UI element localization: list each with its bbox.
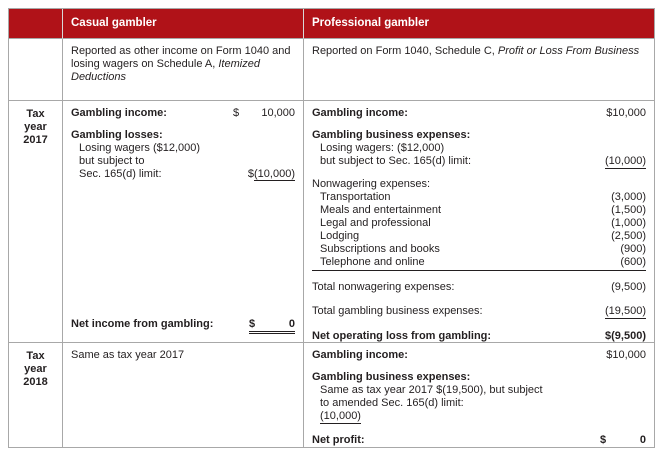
pro-income-label: Gambling income:	[312, 107, 408, 119]
item-amount: (2,500)	[611, 230, 646, 242]
pro-2018-expenses-label: Gambling business expenses:	[312, 371, 471, 383]
casual-net-income-row	[71, 318, 295, 334]
pro-income-row	[312, 107, 646, 120]
amount: 0	[639, 434, 646, 446]
gambler-comparison-table	[8, 8, 655, 448]
casual-losses-line2: but subject to	[79, 155, 145, 167]
net-profit-label: Net profit:	[312, 434, 365, 446]
nonwagering-item-row	[312, 204, 646, 217]
item-label: Subscriptions and books	[320, 243, 440, 255]
total-expenses-label: Total gambling business expenses:	[312, 305, 483, 317]
casual-income-amount	[233, 107, 295, 120]
item-amount: (3,000)	[611, 191, 646, 203]
pro-net-loss-amount: $(9,500)	[605, 330, 646, 343]
total-expenses-amount: (19,500)	[605, 305, 646, 317]
nonwagering-item-row	[312, 217, 646, 230]
casual-losses-label: Gambling losses:	[71, 129, 163, 141]
casual-2018-text: Same as tax year 2017	[71, 349, 185, 361]
professional-2017-cell	[304, 101, 654, 343]
amount: 0	[288, 318, 295, 330]
total-nonwagering-amount: (9,500)	[611, 281, 646, 293]
pro-expenses-label: Gambling business expenses:	[312, 129, 471, 141]
casual-description-cell	[63, 39, 304, 101]
casual-net-income-label: Net income from gambling:	[71, 318, 214, 330]
amount: (10,000)	[254, 168, 295, 180]
item-amount: (600)	[620, 256, 646, 268]
nonwagering-item-row	[312, 230, 646, 243]
pro-expenses-limit-row	[312, 155, 646, 169]
header-professional-gambler	[304, 9, 654, 39]
casual-losses-amount	[248, 168, 295, 181]
nonwagering-label: Nonwagering expenses:	[312, 178, 431, 190]
casual-income-label: Gambling income:	[71, 107, 167, 119]
casual-losses-limit-row	[71, 168, 295, 181]
dollar-sign: $	[600, 434, 607, 446]
casual-gambler-heading: Casual gambler	[71, 17, 157, 29]
professional-description-text: Reported on Form 1040, Schedule C,	[312, 45, 498, 57]
tax-year-2017-line2: 2017	[23, 134, 48, 146]
casual-income-row	[71, 107, 295, 120]
pro-2018-expenses-line1: Same as tax year 2017 $(19,500), but subject	[320, 384, 543, 396]
pro-2018-income-row	[312, 349, 646, 362]
casual-2017-cell	[63, 101, 304, 343]
total-nonwagering-row	[312, 281, 646, 294]
total-expenses-row	[312, 305, 646, 319]
net-profit-row	[312, 434, 646, 447]
amount: 10,000	[261, 107, 295, 119]
nonwagering-item-row	[312, 256, 646, 269]
item-label: Meals and entertainment	[320, 204, 442, 216]
item-label: Legal and professional	[320, 217, 431, 229]
pro-2018-income-amount: $10,000	[606, 349, 646, 361]
header-stub-cell	[9, 9, 63, 39]
item-amount: (1,500)	[611, 204, 646, 216]
nonwagering-items	[312, 191, 646, 271]
pro-2018-expenses-line2: to amended Sec. 165(d) limit:	[320, 397, 464, 409]
professional-2018-cell	[304, 343, 654, 447]
tax-year-2017-label	[9, 101, 63, 343]
professional-description-cell	[304, 39, 654, 101]
net-profit-amount	[600, 434, 646, 447]
item-label: Lodging	[320, 230, 360, 242]
dollar-sign: $	[249, 318, 256, 330]
pro-2018-expenses-amount-line	[312, 410, 646, 424]
item-amount: (900)	[620, 243, 646, 255]
description-stub-cell	[9, 39, 63, 101]
tax-year-2018-line1: Tax year	[24, 350, 47, 375]
nonwagering-item-row	[312, 191, 646, 204]
casual-losses-line3: Sec. 165(d) limit:	[79, 168, 162, 180]
total-nonwagering-label: Total nonwagering expenses:	[312, 281, 455, 293]
casual-description-italic: Itemized Deductions	[71, 58, 260, 83]
casual-description-text: Reported as other income on Form 1040 and losing wagers on Schedule A,	[71, 45, 291, 70]
header-casual-gambler	[63, 9, 304, 39]
item-amount: (1,000)	[611, 217, 646, 229]
nonwagering-item-row	[312, 243, 646, 256]
item-label: Transportation	[320, 191, 391, 203]
professional-gambler-heading: Professional gambler	[312, 17, 429, 29]
tax-year-2018-label	[9, 343, 63, 447]
pro-income-amount: $10,000	[606, 107, 646, 119]
tax-year-2017-line1: Tax year	[24, 108, 47, 133]
pro-net-loss-label: Net operating loss from gambling:	[312, 330, 492, 342]
pro-2018-income-label: Gambling income:	[312, 349, 408, 361]
pro-net-loss-row	[312, 330, 646, 343]
item-label: Telephone and online	[320, 256, 425, 268]
casual-2018-cell	[63, 343, 304, 447]
pro-expenses-line2: but subject to Sec. 165(d) limit:	[320, 155, 472, 167]
tax-year-2018-line2: 2018	[23, 376, 48, 388]
casual-net-income-amount	[249, 318, 295, 334]
pro-2018-expenses-amount: (10,000)	[320, 410, 361, 422]
casual-losses-line1: Losing wagers ($12,000)	[79, 142, 201, 154]
professional-description-italic: Profit or Loss From Business	[497, 45, 640, 57]
pro-expenses-amount: (10,000)	[605, 155, 646, 167]
pro-expenses-line1: Losing wagers: ($12,000)	[320, 142, 445, 154]
dollar-sign: $	[233, 107, 240, 119]
dollar-sign: $	[247, 168, 255, 180]
